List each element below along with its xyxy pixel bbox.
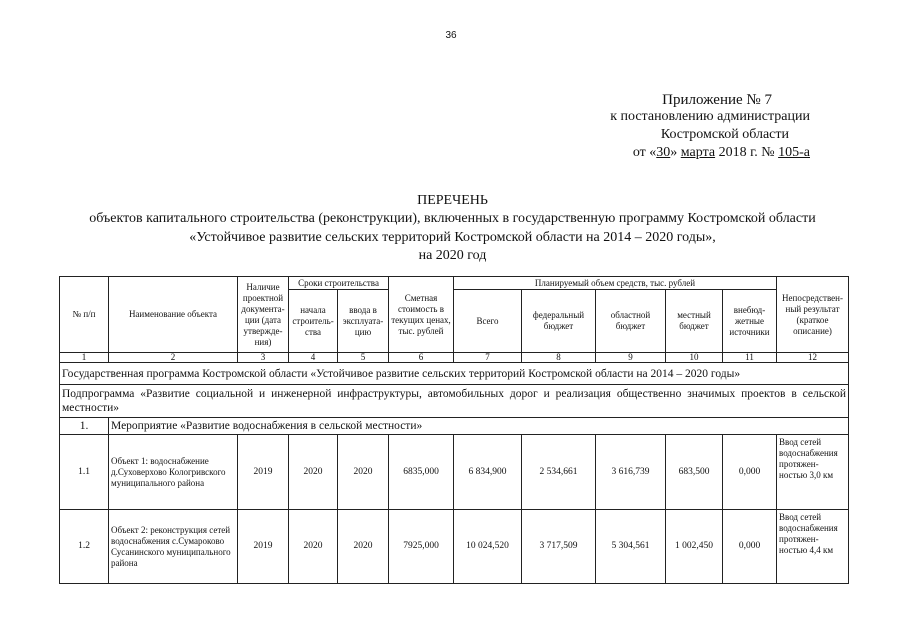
- column-number: 12: [777, 353, 849, 363]
- column-number: 5: [338, 353, 389, 363]
- objects-table: [59, 276, 849, 584]
- program-row: Государственная программа Костромской области «Устойчивое развитие сельских территорий Костромской области на 2014 – 2020 годы»: [60, 363, 849, 385]
- row-num: 1.1: [60, 435, 109, 510]
- column-number: 8: [522, 353, 596, 363]
- row-num: 1.2: [60, 510, 109, 584]
- column-number: 4: [289, 353, 338, 363]
- appendix-label: Приложение № 7: [662, 92, 772, 108]
- column-number: 11: [723, 353, 777, 363]
- local-funds: 683,500: [666, 435, 723, 510]
- title-line-2: «Устойчивое развитие сельских территорий Костромской области на 2014 – 2020 годы»,: [189, 230, 716, 245]
- column-number: 7: [454, 353, 522, 363]
- title-line-1: объектов капитального строительства (реконструкции), включенных в государственную программу Костромской области: [89, 211, 816, 226]
- header-num: № п/п: [60, 277, 109, 353]
- header-federal: федеральный бюджет: [522, 290, 596, 353]
- header-regional: областной бюджет: [596, 290, 666, 353]
- offbudget-funds: 0,000: [723, 435, 777, 510]
- page-number: 36: [445, 30, 457, 41]
- header-docs: Наличие проектной документа-ции (дата утвержде-ния): [238, 277, 289, 353]
- column-number: 2: [109, 353, 238, 363]
- result-description: Ввод сетей водоснабжения протяжен-ностью 4,4 км: [777, 510, 849, 584]
- header-name: Наименование объекта: [109, 277, 238, 353]
- table-row: [60, 435, 849, 510]
- object-name: Объект 2: реконструкция сетей водоснабжения с.Сумароково Сусанинского муниципального района: [109, 510, 238, 584]
- header-total: Всего: [454, 290, 522, 353]
- decree-line-1: к постановлению администрации: [610, 109, 810, 124]
- docs-date: 2019: [238, 435, 289, 510]
- decree-number: 105-а: [778, 145, 810, 160]
- offbudget-funds: 0,000: [723, 510, 777, 584]
- decree-day: 30: [656, 145, 671, 160]
- object-name: Объект 1: водоснабжение д.Суховерхово Кологривского муниципального района: [109, 435, 238, 510]
- header-planned: Планируемый объем средств, тыс. рублей: [454, 277, 777, 290]
- decree-month: марта: [680, 145, 716, 160]
- column-number: 10: [666, 353, 723, 363]
- column-number: 3: [238, 353, 289, 363]
- decree-close: »: [670, 145, 681, 160]
- docs-date: 2019: [238, 510, 289, 584]
- decree-year: 2018 г. №: [715, 145, 779, 160]
- estimate-cost: 7925,000: [389, 510, 454, 584]
- measure-num: 1.: [60, 418, 109, 435]
- decree-line-2: Костромской области: [660, 127, 789, 142]
- commission-year: 2020: [338, 435, 389, 510]
- list-title: ПЕРЕЧЕНЬ: [417, 193, 488, 208]
- header-result: Непосредствен-ный результат (краткое описание): [777, 277, 849, 353]
- column-number: 9: [596, 353, 666, 363]
- commission-year: 2020: [338, 510, 389, 584]
- column-number: 6: [389, 353, 454, 363]
- header-offbudget: внебюд-жетные источники: [723, 290, 777, 353]
- regional-funds: 3 616,739: [596, 435, 666, 510]
- header-estimate: Сметная стоимость в текущих ценах, тыс. рублей: [389, 277, 454, 353]
- header-local: местный бюджет: [666, 290, 723, 353]
- header-terms: Сроки строительства: [289, 277, 389, 290]
- start-year: 2020: [289, 510, 338, 584]
- header-start: начала строитель-ства: [289, 290, 338, 353]
- regional-funds: 5 304,561: [596, 510, 666, 584]
- result-description: Ввод сетей водоснабжения протяжен-ностью 3,0 км: [777, 435, 849, 510]
- measure-title: Мероприятие «Развитие водоснабжения в сельской местности»: [109, 418, 849, 435]
- table-row: [60, 510, 849, 584]
- local-funds: 1 002,450: [666, 510, 723, 584]
- header-commission: ввода в эксплуата-цию: [338, 290, 389, 353]
- title-line-3: на 2020 год: [418, 248, 487, 263]
- decree-from: от «: [632, 145, 657, 160]
- start-year: 2020: [289, 435, 338, 510]
- federal-funds: 2 534,661: [522, 435, 596, 510]
- total-funds: 10 024,520: [454, 510, 522, 584]
- column-number: 1: [60, 353, 109, 363]
- estimate-cost: 6835,000: [389, 435, 454, 510]
- total-funds: 6 834,900: [454, 435, 522, 510]
- subprogram-row: Подпрограмма «Развитие социальной и инженерной инфраструктуры, автомобильных дорог и реализация общественно значимых проектов в сельской местности»: [60, 385, 849, 418]
- decree-date-line: [633, 145, 810, 161]
- federal-funds: 3 717,509: [522, 510, 596, 584]
